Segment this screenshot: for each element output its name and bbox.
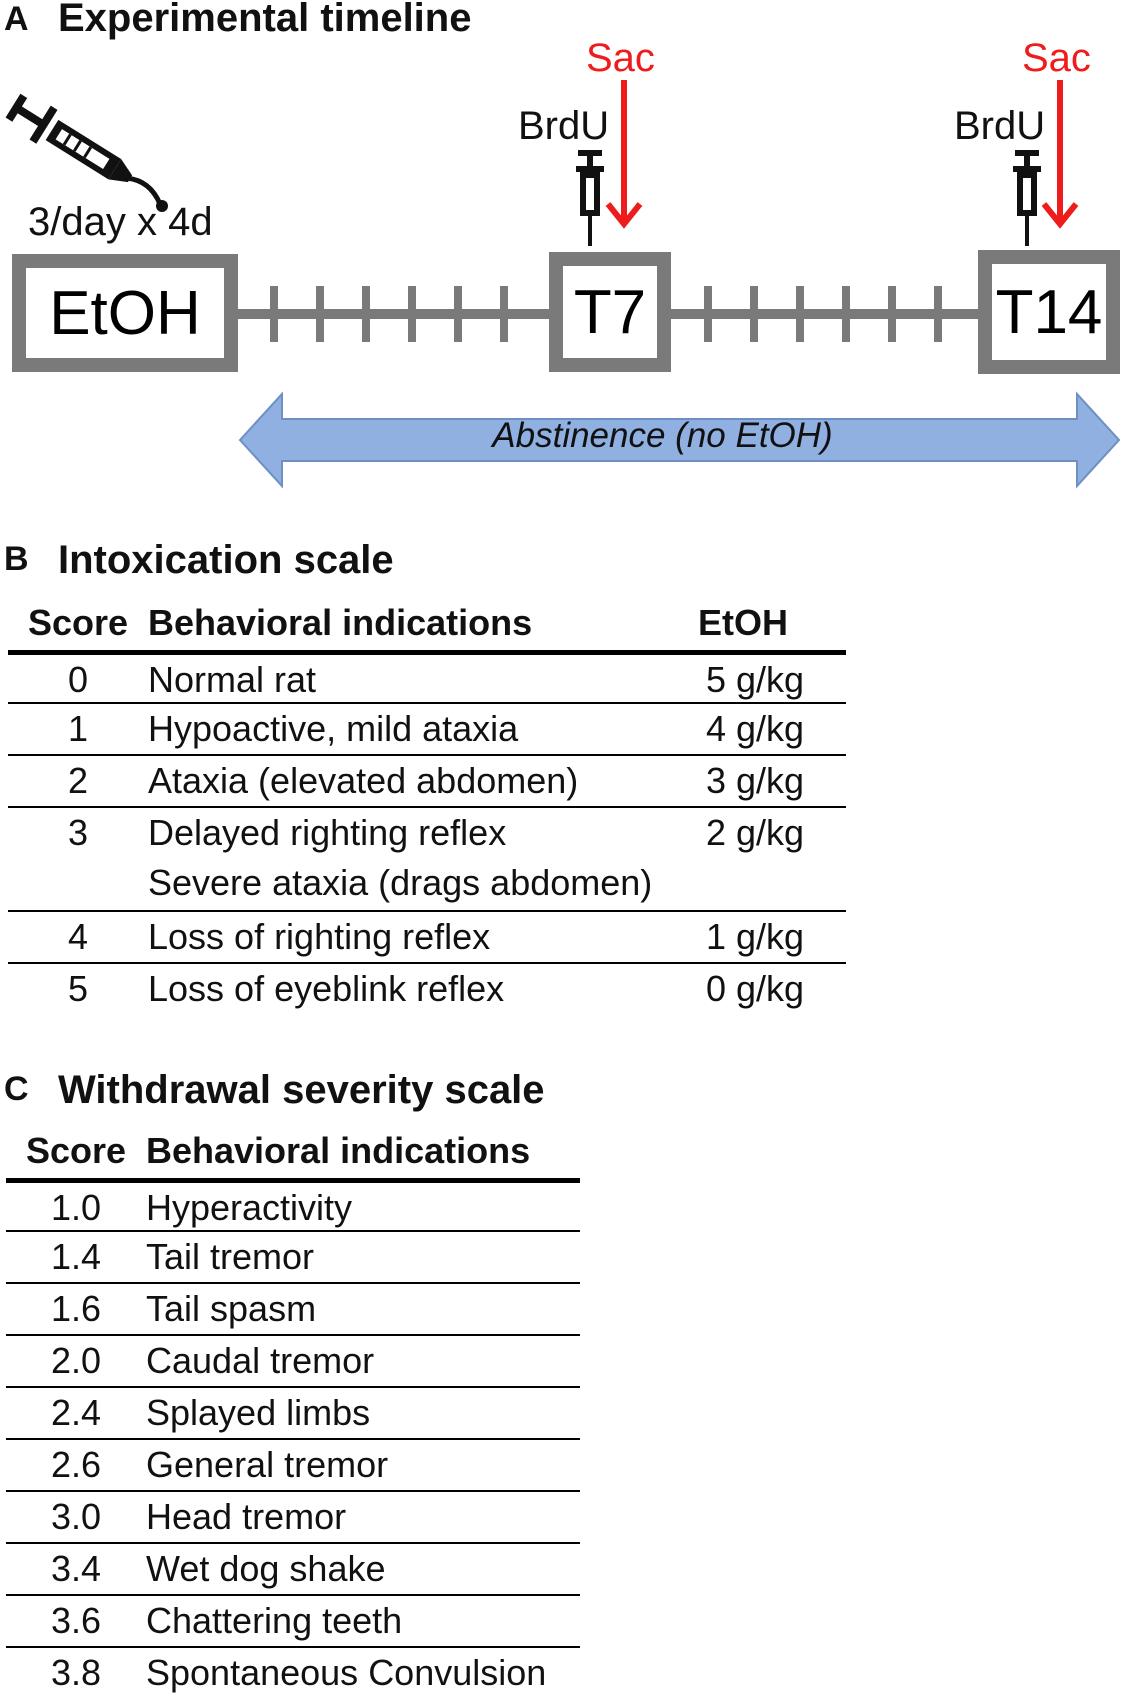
indication-cell: Spontaneous Convulsion xyxy=(146,1651,547,1693)
score-cell: 3 xyxy=(67,811,89,853)
table-row xyxy=(6,1491,580,1543)
withdrawal-table xyxy=(6,1122,580,1699)
indication-line: Delayed righting reflex xyxy=(148,811,507,853)
etoh-cell: 5 g/kg xyxy=(706,659,805,700)
score-cell: 4 xyxy=(67,915,89,957)
t7-box: T7 xyxy=(549,252,671,372)
score-cell: 3.6 xyxy=(50,1599,102,1641)
indication-cell: Hyperactivity xyxy=(146,1187,353,1228)
abstinence-label: Abstinence (no EtOH) xyxy=(492,416,833,455)
table-row xyxy=(6,1335,580,1387)
sac-label-t7: Sac xyxy=(586,36,655,80)
syringe-icon xyxy=(1013,150,1041,246)
score-cell: 1 xyxy=(67,707,89,749)
score-cell: 5 xyxy=(67,967,89,1009)
experimental-timeline xyxy=(0,0,1123,500)
brdu-label-t14: BrdU xyxy=(954,104,1046,148)
panel-c-letter: C xyxy=(4,1070,29,1108)
etoh-cell: 1 g/kg xyxy=(706,915,805,957)
intoxication-table xyxy=(8,594,846,1015)
indication-cell: Tail tremor xyxy=(146,1235,315,1277)
table-row xyxy=(6,1387,580,1439)
table-row xyxy=(6,1543,580,1595)
score-cell: 2 xyxy=(67,759,89,801)
table-row xyxy=(8,807,846,911)
column-header-indications: Behavioral indications xyxy=(148,602,533,643)
indication-cell: Loss of eyeblink reflex xyxy=(148,967,505,1009)
etoh-cell: 0 g/kg xyxy=(706,967,805,1009)
etoh-box: EtOH xyxy=(12,254,238,372)
indication-line: Severe ataxia (drags abdomen) xyxy=(148,861,653,903)
table-row xyxy=(6,1595,580,1647)
indication-cell: Splayed limbs xyxy=(146,1391,371,1433)
panel-b-title: Intoxication scale xyxy=(58,538,394,582)
etoh-cell: 2 g/kg xyxy=(706,811,805,853)
column-header-score: Score xyxy=(27,602,129,643)
etoh-cell: 4 g/kg xyxy=(706,707,805,749)
score-cell: 0 xyxy=(67,659,89,700)
column-header-score: Score xyxy=(25,1130,127,1171)
indication-cell xyxy=(148,807,698,911)
table-row xyxy=(8,653,846,703)
table-row xyxy=(6,1283,580,1335)
score-cell: 3.0 xyxy=(50,1495,102,1537)
t14-box: T14 xyxy=(978,250,1120,374)
sac-label-t14: Sac xyxy=(1022,36,1091,80)
score-cell: 1.4 xyxy=(50,1235,102,1277)
score-cell: 2.4 xyxy=(50,1391,102,1433)
score-cell: 2.6 xyxy=(50,1443,102,1485)
indication-cell: Wet dog shake xyxy=(146,1547,386,1589)
table-row xyxy=(8,963,846,1015)
syringe-icon xyxy=(2,89,140,196)
table-row xyxy=(8,755,846,807)
score-cell: 2.0 xyxy=(50,1339,102,1381)
table-row xyxy=(6,1181,580,1231)
syringe-icon xyxy=(576,150,604,246)
score-cell: 3.8 xyxy=(50,1651,102,1693)
dose-label: 3/day x 4d xyxy=(28,200,213,244)
table-row xyxy=(8,703,846,755)
indication-cell: Loss of righting reflex xyxy=(148,915,491,957)
down-arrow-icon xyxy=(1044,80,1076,224)
panel-a-title: Experimental timeline xyxy=(58,0,472,40)
brdu-label-t7: BrdU xyxy=(518,104,610,148)
table-row xyxy=(6,1231,580,1283)
panel-a-letter: A xyxy=(4,0,29,38)
panel-b-letter: B xyxy=(4,540,29,578)
down-arrow-icon xyxy=(608,80,640,224)
indication-cell: General tremor xyxy=(146,1443,389,1485)
column-header-etoh: EtOH xyxy=(698,602,788,643)
table-row xyxy=(8,911,846,963)
score-cell: 1.6 xyxy=(50,1287,102,1329)
column-header-indications: Behavioral indications xyxy=(146,1130,531,1171)
table-row xyxy=(6,1647,580,1699)
etoh-cell: 3 g/kg xyxy=(706,759,805,801)
indication-cell: Tail spasm xyxy=(146,1287,317,1329)
indication-cell: Chattering teeth xyxy=(146,1599,403,1641)
table-row xyxy=(6,1439,580,1491)
indication-cell: Normal rat xyxy=(148,659,317,700)
panel-c-title: Withdrawal severity scale xyxy=(58,1068,545,1112)
indication-cell: Head tremor xyxy=(146,1495,347,1537)
indication-cell: Caudal tremor xyxy=(146,1339,375,1381)
indication-cell: Hypoactive, mild ataxia xyxy=(148,707,519,749)
score-cell: 1.0 xyxy=(50,1187,102,1228)
indication-cell: Ataxia (elevated abdomen) xyxy=(148,759,579,801)
score-cell: 3.4 xyxy=(50,1547,102,1589)
